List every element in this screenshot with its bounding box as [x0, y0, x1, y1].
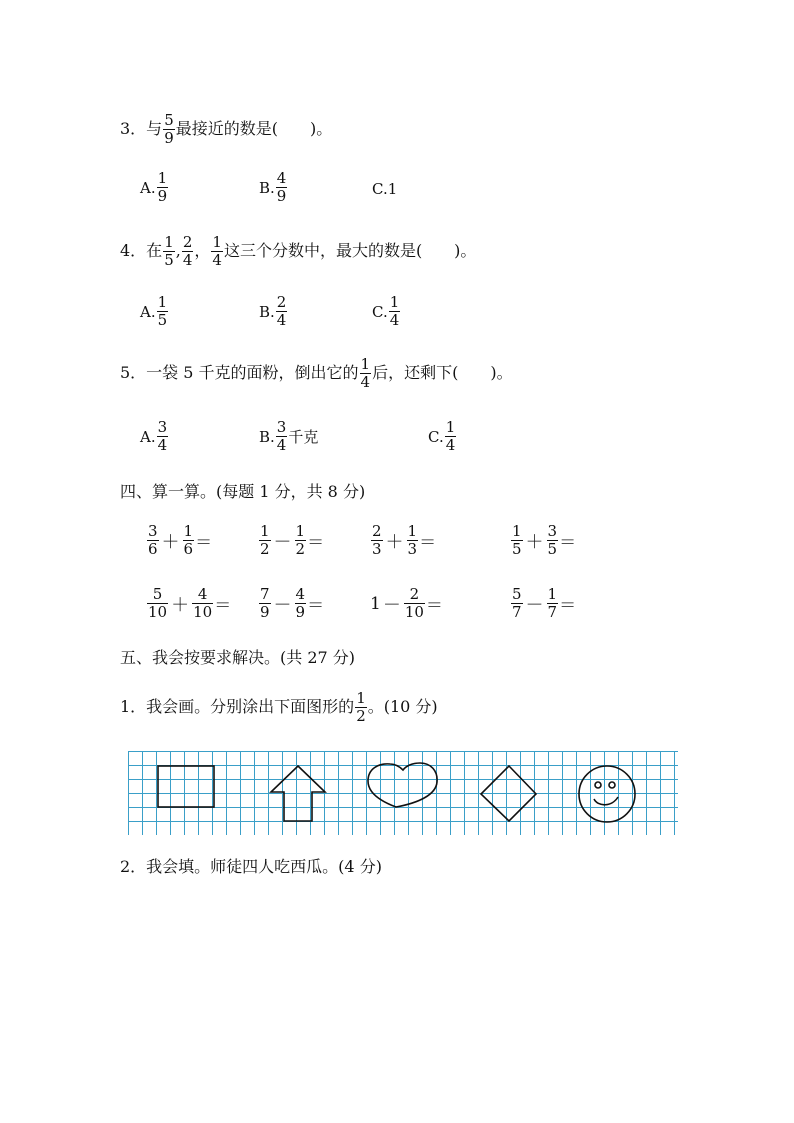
calc-item: $\frac{5}{7}$ － $\frac{1}{7}$ ＝	[512, 585, 577, 621]
q4-option-c: C. $\frac{1}{4}$	[372, 293, 400, 329]
calc-item: $\frac{1}{5}$ ＋ $\frac{3}{5}$ ＝	[512, 522, 577, 558]
grid-lines	[128, 751, 678, 835]
q3-prefix: 3．与	[120, 119, 163, 138]
q3-option-a: A. $\frac{1}{9}$	[140, 169, 168, 205]
heart-shape	[368, 763, 437, 807]
section-5-title: 五、我会按要求解决。(共 27 分)	[120, 648, 356, 667]
q3-option-b: B. $\frac{4}{9}$	[259, 169, 287, 205]
section-4-title: 四、算一算。(每题 1 分，共 8 分)	[120, 482, 366, 501]
q5-option-b: B. $\frac{3}{4}$ 千克	[259, 418, 319, 454]
problem-2: 2．我会填。师徒四人吃西瓜。(4 分)	[120, 857, 382, 876]
q4-option-b: B. $\frac{2}{4}$	[259, 293, 287, 329]
calc-item: $\frac{1}{2}$ － $\frac{1}{2}$ ＝	[260, 522, 325, 558]
p1-fraction: $\frac{1}{2}$	[356, 689, 366, 725]
calc-item: $\frac{7}{9}$ － $\frac{4}{9}$ ＝	[260, 585, 325, 621]
q4-option-a: A. $\frac{1}{5}$	[140, 293, 168, 329]
drawing-grid[interactable]	[128, 751, 678, 835]
question-4: 4．在 $\frac{1}{5}$ , $\frac{2}{4}$ ， $\frac{1}{4}$ 这三个分数中，最大的数是( )。	[120, 233, 477, 269]
calc-item: $\frac{2}{3}$ ＋ $\frac{1}{3}$ ＝	[372, 522, 437, 558]
q5-option-a: A. $\frac{3}{4}$	[140, 418, 168, 454]
q3-suffix: 最接近的数是( )。	[175, 119, 333, 138]
calc-item: 1 － $\frac{2}{10}$ ＝	[370, 585, 443, 621]
q5-option-c: C. $\frac{1}{4}$	[428, 418, 456, 454]
q4-fraction-1: $\frac{1}{5}$	[164, 233, 174, 269]
q4-fraction-3: $\frac{1}{4}$	[212, 233, 222, 269]
problem-1: 1．我会画。分别涂出下面图形的 $\frac{1}{2}$ 。(10 分)	[120, 689, 438, 725]
q4-fraction-2: $\frac{2}{4}$	[182, 233, 193, 269]
q5-fraction: $\frac{1}{4}$	[360, 355, 371, 391]
question-3	[120, 112, 332, 147]
calc-item: $\frac{5}{10}$ ＋ $\frac{4}{10}$ ＝	[148, 585, 232, 621]
q3-option-c: C.1	[372, 180, 398, 198]
calc-item: $\frac{3}{6}$ ＋ $\frac{1}{6}$ ＝	[148, 522, 213, 558]
rectangle-shape	[158, 766, 214, 807]
question-5: 5．一袋 5 千克的面粉，倒出它的 $\frac{1}{4}$ 后，还剩下( )。	[120, 355, 513, 391]
q3-fraction: $\frac{5}{9}$	[164, 111, 174, 147]
